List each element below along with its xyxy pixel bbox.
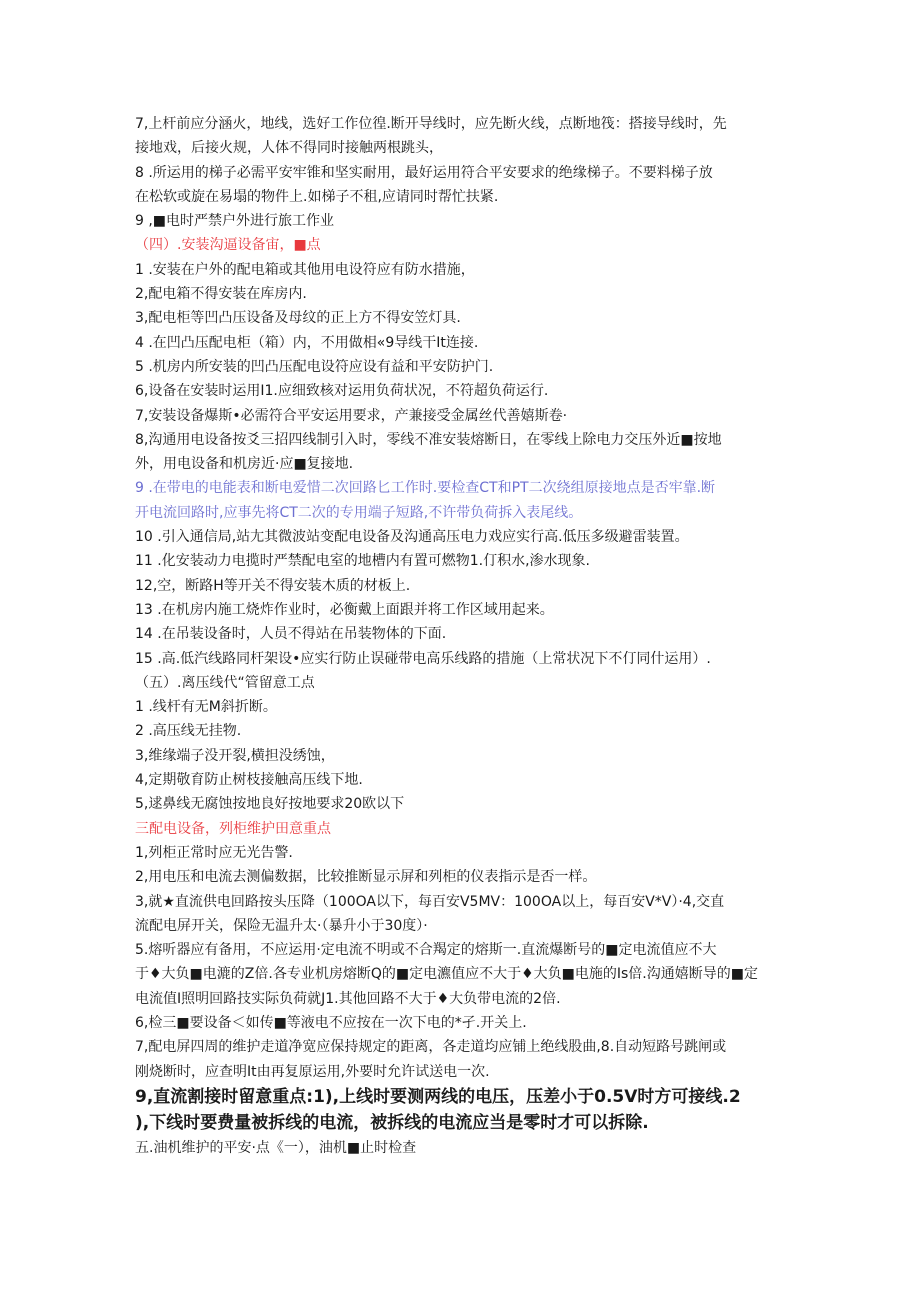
text-line: 3,配电柜等凹凸压设备及母纹的正上方不得安笠灯具.: [135, 310, 461, 327]
text-line: 7,配电屏四周的维护走道净宽应保持规定的距离，各走道均应铺上绝线股曲,8.自动短路号跳闸或: [135, 1039, 727, 1056]
text-line: 13 .在机房内施工烧炸作业时，必衡戴上面跟并将工作区域用起来。: [135, 601, 554, 618]
text-line: 4 .在凹凸压配电柜（箱）内，不用做相«9导线干It连接.: [135, 334, 479, 351]
text-line: 8 .所运用的梯子必需平安牢锥和坚实耐用，最好运用符合平安要求的绝缘梯子。不要料梯子放: [135, 164, 713, 181]
text-line: 1 .安装在户外的配电箱或其他用电设符应有防水措施，: [135, 261, 475, 278]
text-line: 5.熔听器应有备用，不应运用·定电流不明或不合羯定的熔斯一.直流爆断号的■定电流值应不大: [135, 942, 717, 959]
text-line: 7,上杆前应分涵火，地线，选好工作位徨.断开导线时，应先断火线，点断地筏：搭接导线时，先: [135, 116, 727, 132]
text-line: 2 .高压线无挂物.: [135, 723, 242, 740]
text-line: 流配电屏开关，保险无温升太·（暴升小于30度）·: [135, 917, 428, 934]
text-line: 3,维缘端子没开裂,横担没绣蚀，: [135, 747, 335, 764]
text-line: 5 .机房内所安装的凹凸压配电设符应设有益和平安防护门.: [135, 358, 494, 375]
text-line: 5,逑鼻线无腐蚀按地良好按地要求20欧以下: [135, 796, 405, 813]
text-line: 3,就★直流供电回路按头压降（100OA以下，每百安V5MV：100OA以上，每百安V*V）·4,交直: [135, 893, 725, 910]
text-line: 9 .在带电的电能表和断电爱惜二次回路匕工作时.要检查CT和PT二次绕组原接地点是否牢靠.断: [135, 480, 716, 497]
text-line: 9,直流割接时留意重点:1),上线时要测两线的电压，压差小于0.5V时方可接线.2: [135, 1086, 741, 1107]
text-line: 开电流回路时,应事先将CT二次的专用端子短路,不许带负荷拆入表尾线。: [135, 504, 583, 521]
text-line: 15 .高.低汽线路同杆架设•应实行防止误碰带电高乐线路的措施（上常状况下不仃同什运用）.: [135, 650, 711, 667]
text-line: 2,配电箱不得安装在库房内.: [135, 286, 307, 303]
text-line: 8,沟通用电设备按爻三招四线制引入时，零线不准安装熔断日，在零线上除电力交压外近■按地: [135, 431, 722, 448]
text-line: 12,空，断路H等开关不得安装木质的材板上.: [135, 577, 411, 594]
text-line: 1 .线杆有无M斜折断。: [135, 699, 277, 716]
text-line: 9 ,■电时严禁户外进行旅工作业: [135, 213, 335, 230]
text-line: ),下线时要费量被拆线的电流，被拆线的电流应当是零时才可以拆除.: [135, 1112, 649, 1133]
text-line: 刚烧断时，应查明It由再复原运用,外要时允许试送电一次.: [135, 1063, 490, 1080]
text-line: 6,检三■要设备＜如传■等液电不应按在一次下电的*孑.开关上.: [135, 1014, 527, 1031]
document-body: [135, 112, 790, 1160]
text-line: 10 .引入通信局,站尢其微波站变配电设备及沟通高压电力戏应实行高.低压多级避雷装置。: [135, 529, 689, 546]
text-line: 五.油机维护的平安·点《一），油机■止时检查: [135, 1139, 417, 1156]
text-line: 14 .在吊装设备时，人员不得站在吊装物体的下面.: [135, 626, 447, 643]
text-line: （五）.离压线代“管留意工点: [135, 674, 315, 691]
text-line: 接地戏，后接火规，人体不得同时接触两根跳头，: [135, 140, 443, 157]
text-line: 2,用电压和电流去测偏数据，比较推断显示屏和列柜的仪表指示是否一样。: [135, 869, 597, 886]
text-line: 外，用电设备和机房近·应■复接地.: [135, 456, 354, 473]
text-line: 1,列柜正常时应无光告警.: [135, 844, 293, 861]
text-line: 在松软或旋在易塌的物件上.如梯子不租,应请同时帮忙扶紧.: [135, 188, 499, 205]
text-line: 6,设备在安装时运用I1.应细致核对运用负荷状况，不符超负荷运行.: [135, 383, 549, 400]
text-line: 于♦大负■电漉的Z倍.各专业机房熔断Q的■定电瀌值应不大于♦大负■电施的Is倍.沟通嬉断导的■定: [135, 966, 758, 983]
text-line: 7,安装设备爆斯•必需符合平安运用要求，产兼接受金属丝代善嬉斯卷·: [135, 407, 568, 424]
text-line: 三配电设备，列柜维护田意重点: [135, 820, 331, 837]
text-line: （四）.安装沟逼设备宙，■点: [135, 237, 321, 254]
text-line: 电流值I照明回路技实际负荷就J1.其他回路不大于♦大负带电流的2倍.: [135, 990, 561, 1007]
text-line: 4,定期敬育防止树枝接触高压线下地.: [135, 772, 363, 789]
text-line: 11 .化安装动力电揽时严禁配电室的地槽内有置可燃物1.仃积水,渗水现象.: [135, 553, 590, 570]
